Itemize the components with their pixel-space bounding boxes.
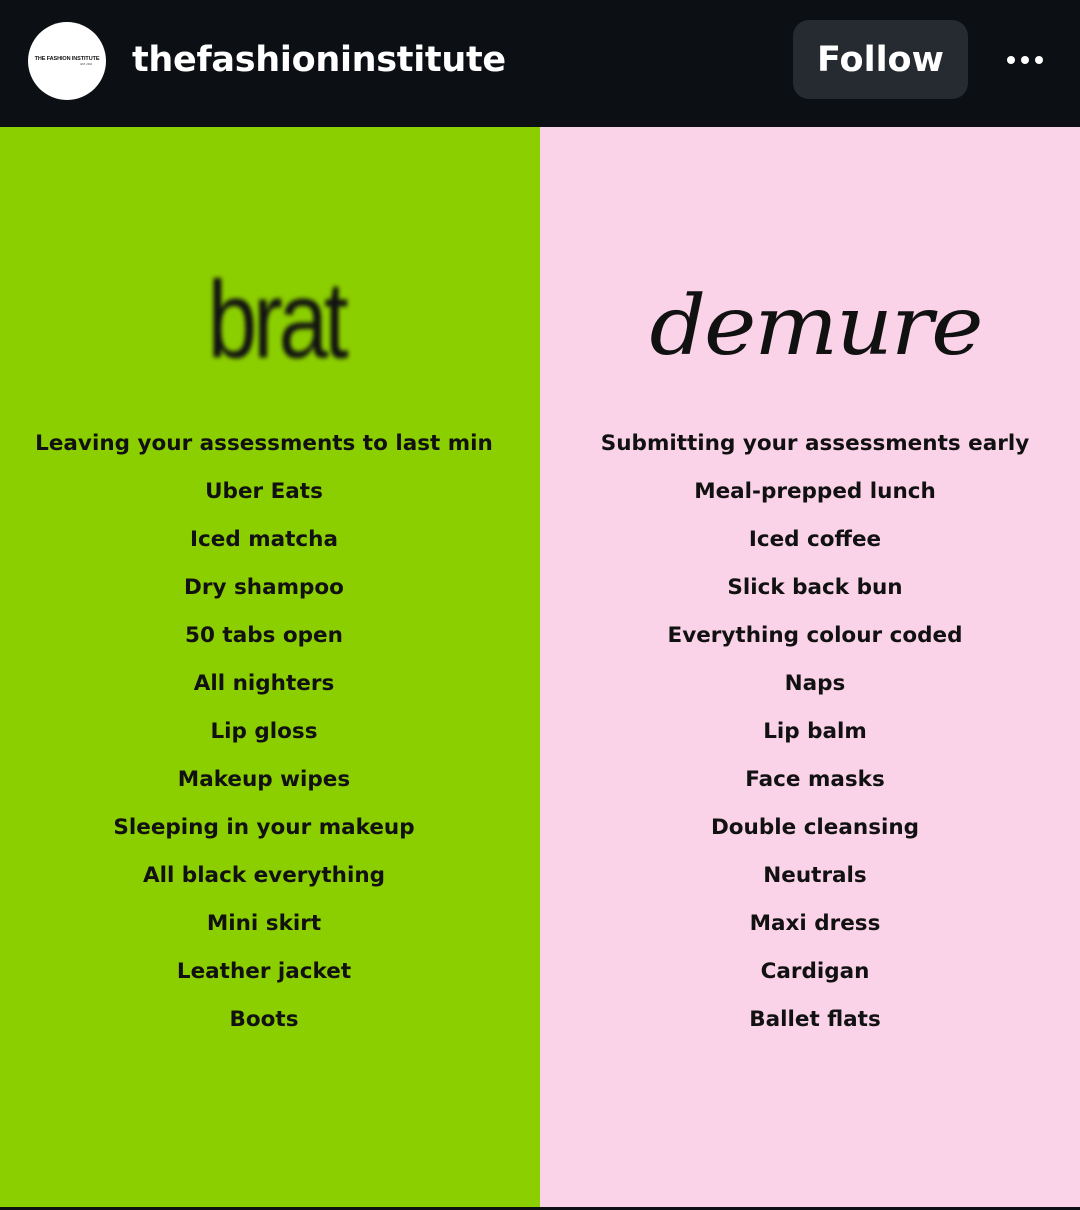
demure-list	[545, 427, 1080, 1051]
list-item: Meal-prepped lunch	[694, 479, 936, 504]
list-item: Submitting your assessments early	[600, 431, 1030, 456]
list-item: Boots	[229, 1007, 299, 1032]
list-item: 50 tabs open	[185, 623, 343, 648]
demure-title-text: demure	[649, 279, 982, 374]
list-item: Sleeping in your makeup	[113, 815, 415, 840]
brat-title-text: brat	[207, 260, 345, 382]
list-item: Lip gloss	[210, 719, 318, 744]
list-item: Lip balm	[763, 719, 867, 744]
list-item: Makeup wipes	[177, 767, 351, 792]
post-image[interactable]	[0, 127, 1080, 1207]
demure-panel	[540, 127, 1080, 1207]
list-item: Naps	[784, 671, 846, 696]
list-item: Double cleansing	[710, 815, 920, 840]
list-item: Leather jacket	[176, 959, 352, 984]
username-link[interactable]: thefashioninstitute	[132, 40, 506, 80]
brat-list	[0, 427, 534, 1051]
post-header	[0, 0, 1080, 127]
list-item: Cardigan	[760, 959, 870, 984]
list-item: All nighters	[193, 671, 335, 696]
more-options-icon[interactable]	[996, 36, 1054, 84]
list-item: Slick back bun	[727, 575, 903, 600]
dot	[1035, 56, 1043, 64]
list-item: Mini skirt	[206, 911, 322, 936]
brat-title	[38, 259, 502, 384]
follow-button[interactable]: Follow	[793, 20, 968, 99]
list-item: Iced matcha	[190, 527, 338, 552]
list-item: Neutrals	[763, 863, 867, 888]
list-item: Maxi dress	[749, 911, 881, 936]
list-item: Leaving your assessments to last min	[35, 431, 493, 456]
list-item: Ballet flats	[749, 1007, 881, 1032]
dot	[1021, 56, 1029, 64]
list-item: Everything colour coded	[667, 623, 963, 648]
list-item: Uber Eats	[205, 479, 323, 504]
list-item: All black everything	[142, 863, 386, 888]
list-item: Iced coffee	[748, 527, 882, 552]
list-item: Face masks	[745, 767, 885, 792]
demure-title	[518, 279, 1080, 374]
dot	[1007, 56, 1015, 64]
list-item: Dry shampoo	[184, 575, 344, 600]
avatar[interactable]	[28, 22, 106, 100]
avatar-logo-sub: EST. 2016	[80, 63, 92, 66]
brat-panel	[0, 127, 540, 1207]
avatar-logo-text: THE FASHION INSTITUTE	[34, 56, 100, 62]
